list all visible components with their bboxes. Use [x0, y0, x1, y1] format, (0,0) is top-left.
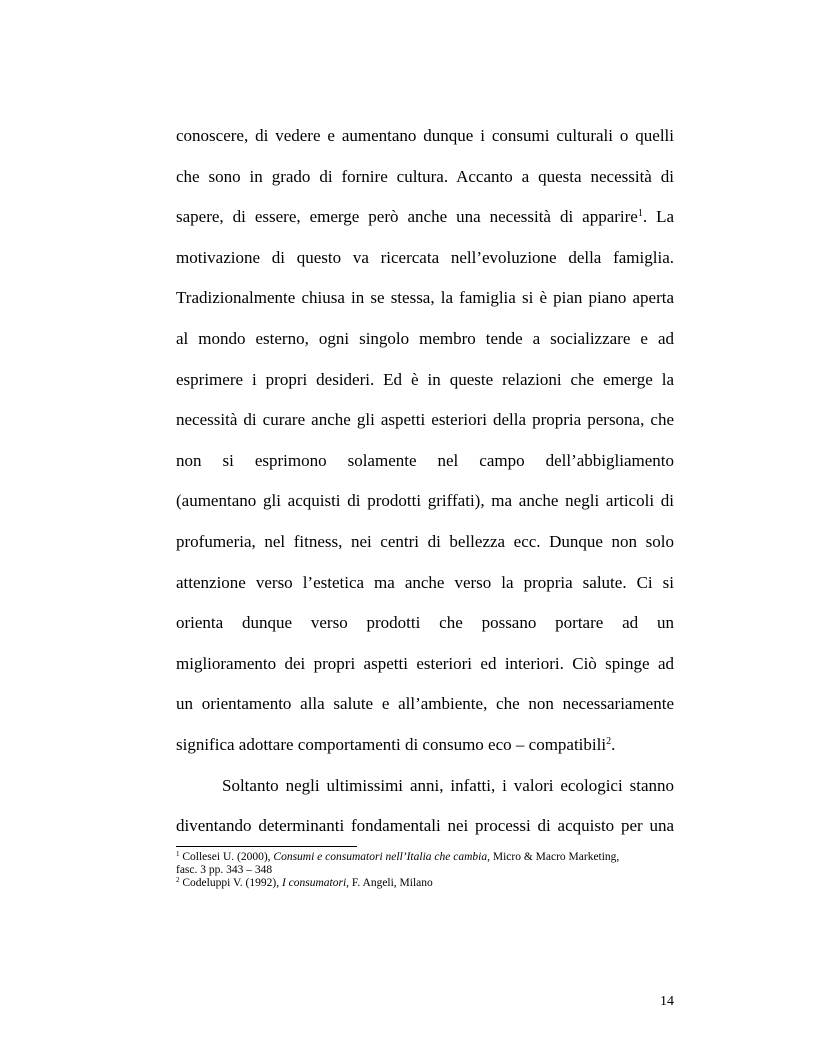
page-number: 14 [660, 994, 674, 1009]
body-line-6: al mondo esterno, ogni singolo membro tende a socializzare e ad [176, 328, 674, 348]
body-line-17: Soltanto negli ultimissimi anni, infatti, i valori ecologici stanno [222, 775, 674, 795]
body-line-11: profumeria, nel fitness, nei centri di bellezza ecc. Dunque non solo [176, 531, 674, 551]
footnote-1-title: Consumi e consumatori nell’Italia che cambia [273, 851, 488, 863]
body-line-7: esprimere i propri desideri. Ed è in queste relazioni che emerge la [176, 369, 674, 389]
body-text [176, 116, 674, 847]
body-line-15: un orientamento alla salute e all’ambiente, che non necessariamente [176, 694, 674, 714]
footnote-1 [176, 851, 674, 864]
footnote-1-before: Collesei U. (2000), [179, 851, 274, 863]
footnote-1-mark: 1 [176, 850, 180, 858]
footnote-separator [176, 846, 357, 847]
body-line-18: diventando determinanti fondamentali nei processi di acquisto per una [176, 816, 674, 836]
body-line-2: che sono in grado di fornire cultura. Accanto a questa necessità di [176, 166, 674, 186]
body-line-3-text: sapere, di essere, emerge però anche una necessità di apparire [176, 207, 638, 227]
body-line-16-tail: . [611, 734, 616, 754]
footnotes [176, 851, 674, 890]
body-line-3-tail: . La [642, 207, 675, 227]
footnote-2 [176, 877, 674, 890]
footnote-ref-2[interactable]: 2 [606, 735, 612, 747]
body-line-5: Tradizionalmente chiusa in se stessa, la famiglia si è pian piano aperta [176, 288, 674, 308]
body-line-16-text: significa adottare comportamenti di consumo eco – compatibili [176, 734, 607, 754]
body-line-12: attenzione verso l’estetica ma anche verso la propria salute. Ci si [176, 572, 674, 592]
footnote-1-continuation: fasc. 3 pp. 343 – 348 [176, 864, 273, 876]
body-line-14: miglioramento dei propri aspetti esteriori ed interiori. Ciò spinge ad [176, 653, 674, 673]
footnote-2-before: Codeluppi V. (1992), [179, 877, 282, 889]
body-line-16 [176, 725, 674, 766]
body-line-9: non si esprimono solamente nel campo dell’abbigliamento [176, 450, 674, 470]
body-line-4: motivazione di questo va ricercata nell’evoluzione della famiglia. [176, 247, 674, 267]
footnote-ref-1[interactable]: 1 [637, 208, 643, 220]
footnote-2-title: I consumatori [281, 877, 347, 889]
body-line-10: (aumentano gli acquisti di prodotti griffati), ma anche negli articoli di [176, 491, 674, 511]
body-line-1: conoscere, di vedere e aumentano dunque i consumi culturali o quelli [176, 126, 674, 145]
body-line-3 [176, 197, 674, 238]
footnote-2-mark: 2 [176, 876, 180, 884]
body-line-8: necessità di curare anche gli aspetti esteriori della propria persona, che [176, 410, 674, 430]
footnote-2-after: , F. Angeli, Milano [346, 877, 433, 889]
footnote-1-after: , Micro & Macro Marketing, [487, 851, 620, 863]
body-line-13: orienta dunque verso prodotti che possano portare ad un [176, 613, 674, 633]
